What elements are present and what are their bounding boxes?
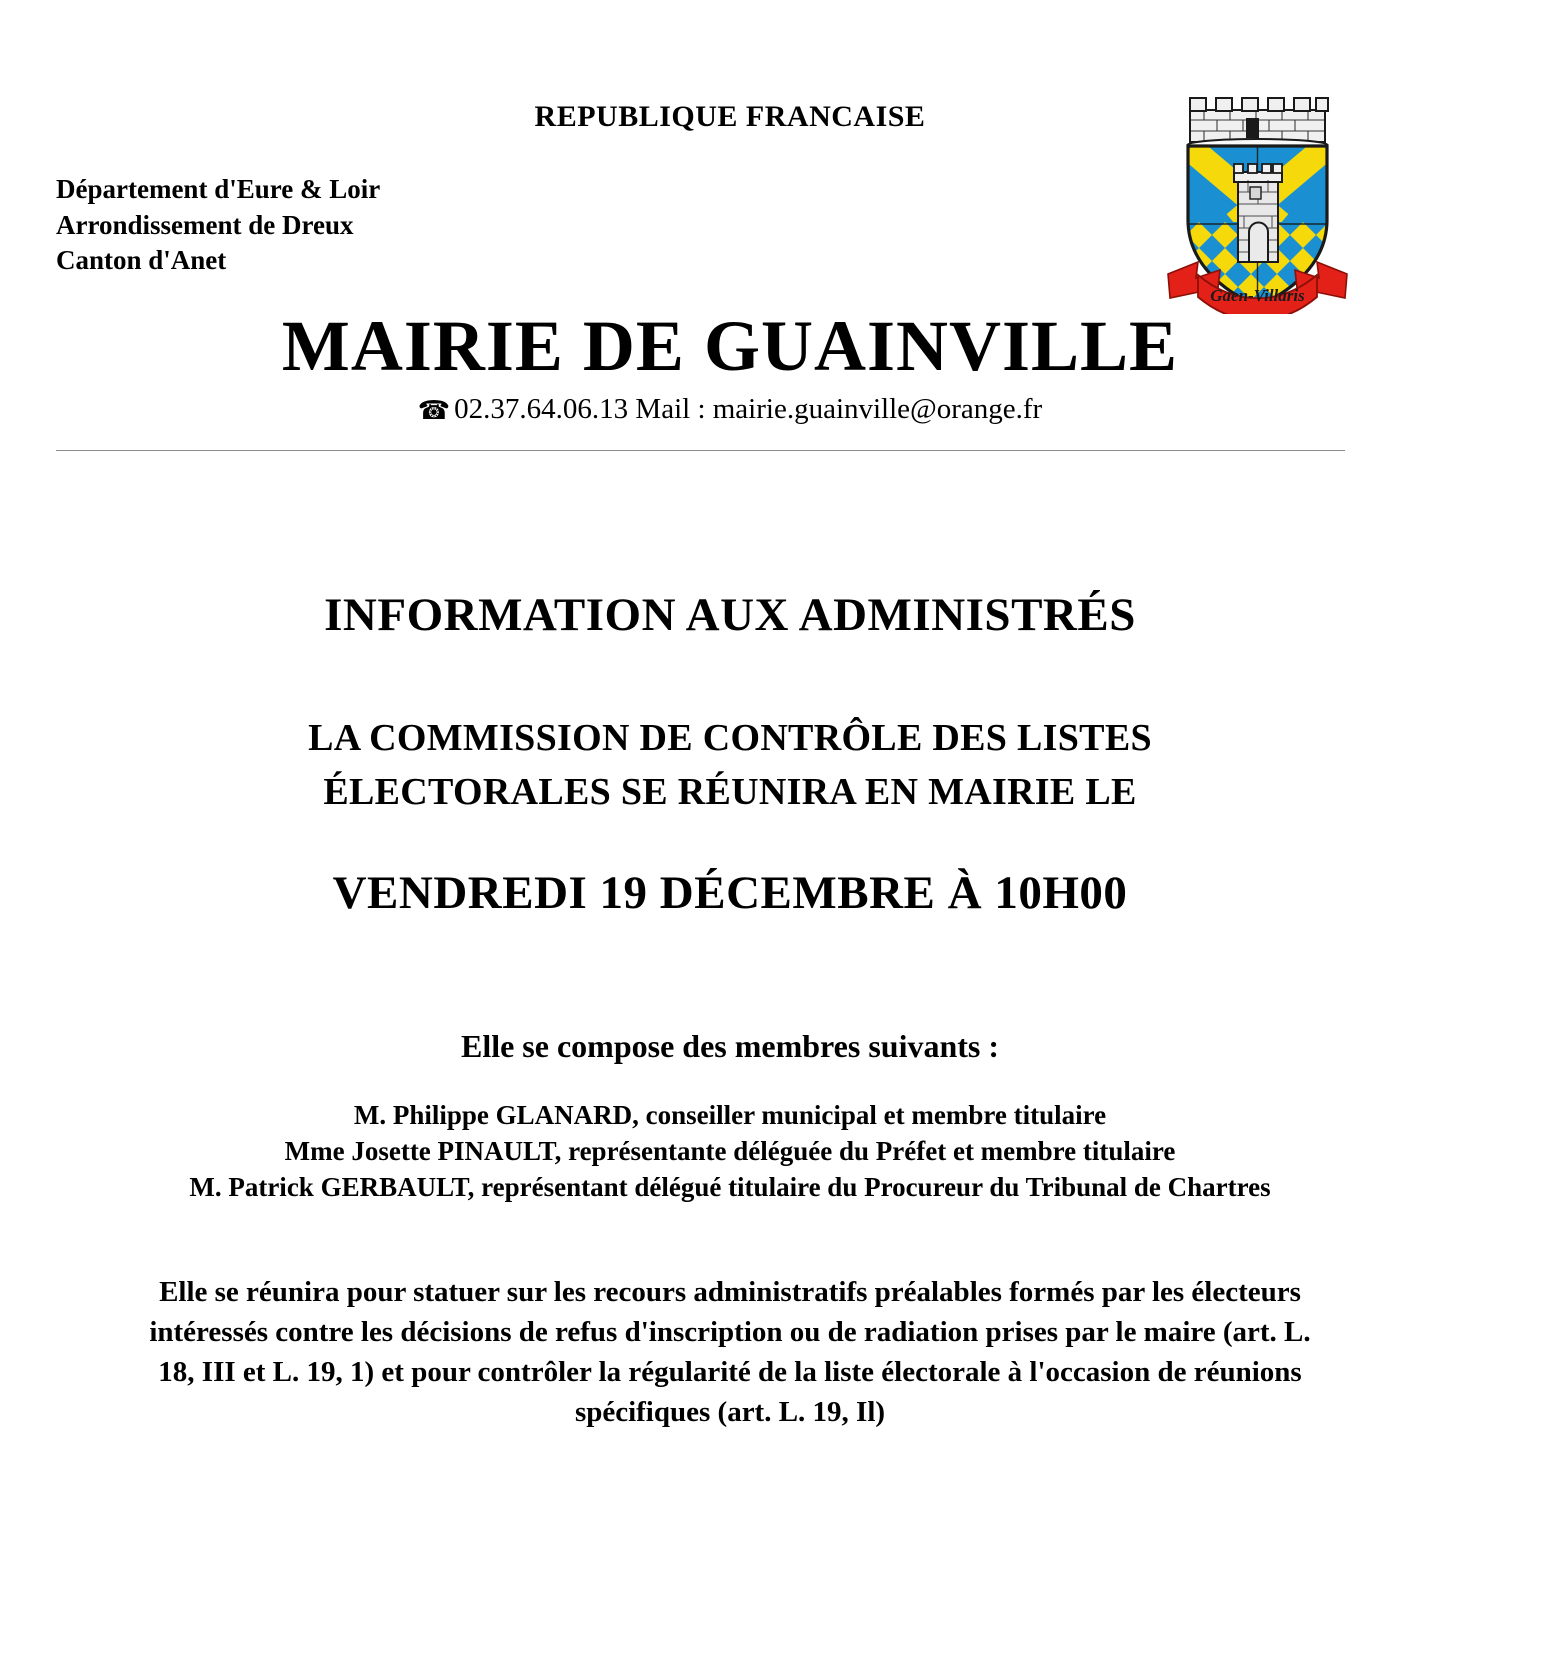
motto-text: Gaen-Villaris	[1210, 286, 1305, 305]
coat-of-arms-icon	[1160, 92, 1355, 314]
administrative-division-block	[56, 172, 380, 279]
members-intro-line: Elle se compose des membres suivants :	[460, 1028, 1000, 1064]
notice-heading: INFORMATION AUX ADMINISTRÉS	[324, 589, 1136, 641]
document-header	[0, 0, 1563, 426]
canton-line: Canton d'Anet	[56, 245, 227, 276]
arrondissement-line: Arrondissement de Dreux	[56, 209, 354, 240]
member-item: M. Patrick GERBAULT, représentant délégué titulaire du Procureur du Tribunal de Chartres	[189, 1171, 1271, 1202]
contact-line	[0, 392, 1460, 427]
mural-crown-shape	[1188, 98, 1329, 151]
telephone-icon: ☎	[417, 396, 451, 426]
contact-details: 02.37.64.06.13 Mail : mairie.guainville@orange.fr	[454, 393, 1043, 425]
commission-line-2: ÉLECTORALES SE RÉUNIRA EN MAIRIE LE	[323, 770, 1137, 813]
meeting-date-line: VENDREDI 19 DÉCEMBRE À 10H00	[332, 867, 1128, 919]
page-title: MAIRIE DE GUAINVILLE	[281, 306, 1179, 386]
header-divider	[56, 450, 1345, 451]
closing-line-4: spécifiques (art. L. 19, Il)	[574, 1396, 886, 1429]
commission-announcement	[0, 712, 1460, 820]
member-item: Mme Josette PINAULT, représentante déléguée du Préfet et membre titulaire	[284, 1135, 1176, 1166]
departement-line: Département d'Eure & Loir	[56, 174, 381, 204]
closing-line-3: 18, III et L. 19, 1) et pour contrôler la régularité de la liste électorale à l'occasion de réunions	[158, 1356, 1302, 1389]
member-item: M. Philippe GLANARD, conseiller municipal et membre titulaire	[353, 1100, 1107, 1130]
tower-shape	[1234, 164, 1282, 262]
republique-francaise-heading: REPUBLIQUE FRANCAISE	[534, 100, 926, 133]
closing-paragraph	[130, 1272, 1330, 1432]
members-list	[0, 1098, 1460, 1206]
closing-line-2: intéressés contre les décisions de refus d'inscription ou de radiation prises par le maire (art. L.	[149, 1316, 1311, 1349]
commission-line-1: LA COMMISSION DE CONTRÔLE DES LISTES	[308, 717, 1152, 759]
closing-line-1: Elle se réunira pour statuer sur les recours administratifs préalables formés par les électeurs	[159, 1276, 1301, 1308]
